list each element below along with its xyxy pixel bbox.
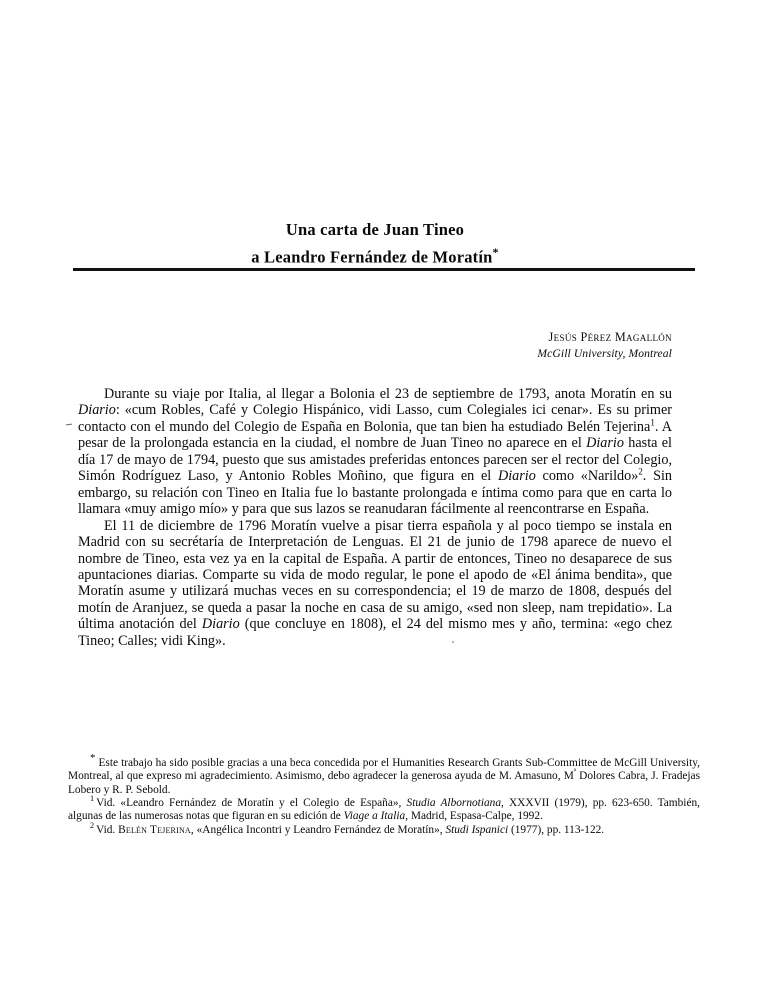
title-line-2: [78, 241, 672, 269]
byline: [537, 330, 672, 361]
footnote-marker: 2: [90, 820, 95, 830]
footnote-marker: 1: [90, 794, 95, 804]
article-body: [78, 386, 672, 649]
footnote-marker: *: [90, 752, 96, 765]
body-paragraph-1: Durante su viaje por Italia, al llegar a Bolonia el 23 de septiembre de 1793, anota Moratín en su Diario: «cum Robles, Café y Colegio Hispánico, vidi Lasso, cum Colegiales ici cenar». Es su primer contacto con el mundo del Colegio de España en Bolonia, que tan bien ha estudiado Belén Tejerina$^1$. A pesar de la prolongada estancia en la ciudad, el nombre de Juan Tineo no aparece en el Diario hasta el día 17 de mayo de 1794, puesto que sus amistades preferidas entonces parecen ser el rector del Colegio, Simón Rodríguez Laso, y Antonio Robles Moñino, que figura en el Diario como «Narildo»$^2$. Sin embargo, su relación con Tineo en Italia fue lo bastante prolongada e íntima como para que en carta lo llamara «muy amigo mío» y para que sus lazos se reanudaran fácilmente al reencontrarse en España.: [78, 386, 673, 518]
footnote-2: [68, 820, 700, 837]
footnote-text: Este trabajo ha sido posible gracias a una beca concedida por el Humanities Research Grants Sub-Committee de McGill University, Montreal, al que expreso mi agradecimiento. Asimismo, debo agradecer la generosa ayuda de M. Amasuno, $M^ª$ Dolores Cabra, J. Fradejas Lobero y R. P. Sebold.: [68, 757, 701, 796]
footnote-text: Vid. Belén Tejerina, «Angélica Incontri y Leandro Fernández de Moratín», Studi Ispanici (1977), pp. 113-122.: [96, 823, 605, 836]
scan-artifact-dash: [66, 424, 72, 426]
body-paragraph-2: El 11 de diciembre de 1796 Moratín vuelve a pisar tierra española y al poco tiempo se instala en Madrid con su secrétaría de Interpretación de Lenguas. El 21 de junio de 1798 aparece de nuevo el nombre de Tineo, esta vez ya en la capital de España. A partir de entonces, Tineo no desaparece de sus apuntaciones diarias. Comparte su vida de modo regular, le pone el apodo de «El ánima bendita», que Moratín asume y utilizará muchas veces en su correspondencia; el 19 de marzo de 1808, después del motín de Aranjuez, se queda a pasar la noche en casa de su amigo, «sed non sleep, nam trepidatio». La última anotación del Diario (que concluye en 1808), el 24 del mismo mes y año, termina: «ego chez Tineo; Calles; vidi King».: [78, 517, 672, 649]
byline-affiliation: McGill University, Montreal: [537, 347, 672, 360]
title-footnote-marker: *: [492, 245, 499, 259]
footnotes-section: [68, 752, 701, 837]
footnote-star: [68, 752, 701, 797]
title-line-1: Una carta de Juan Tineo: [285, 220, 465, 239]
footnote-1: [68, 794, 700, 824]
scan-speck: [452, 641, 454, 643]
footnote-text: Vid. «Leandro Fernández de Moratín y el Colegio de España», Studia Albornotiana, XXXVII (1979), pp. 623-650. También, algunas de las numerosas notas que figuran en su edición de Viage a Italia, Madrid, Espasa-Calpe, 1992.: [68, 797, 700, 823]
title-divider-rule: [73, 268, 695, 271]
page-title: [78, 218, 672, 269]
title-line-2-text: a Leandro Fernández de Moratín: [251, 247, 493, 267]
byline-author: Jesús Pérez Magallón: [548, 330, 672, 344]
